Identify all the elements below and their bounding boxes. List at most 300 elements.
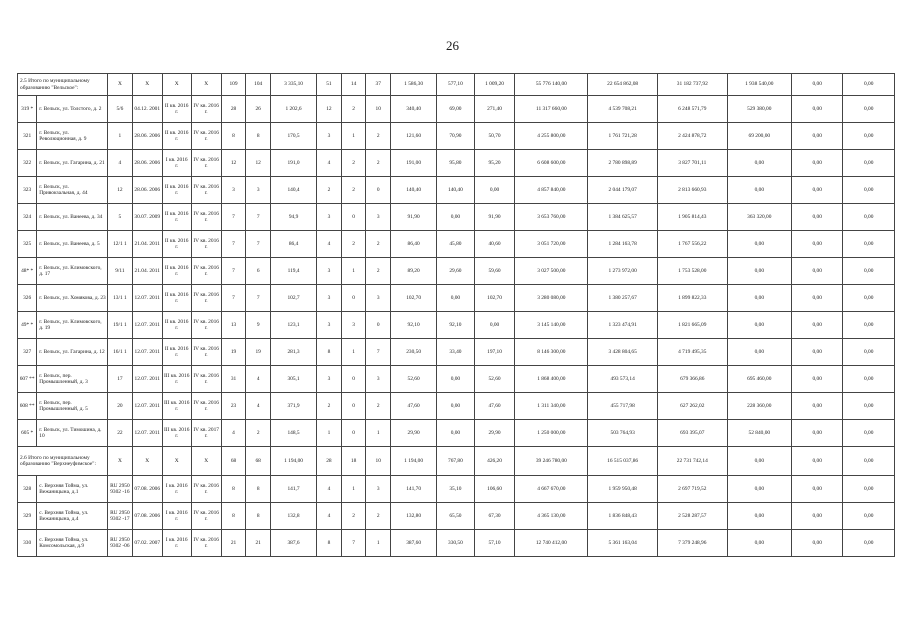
table-cell: 0,00 bbox=[843, 258, 895, 285]
table-cell: 89,20 bbox=[391, 258, 437, 285]
table-cell: II кв. 2016 г. bbox=[162, 231, 191, 258]
table-cell: 1 836 848,43 bbox=[588, 503, 658, 530]
table-cell: IV кв. 2016 г. bbox=[191, 96, 221, 123]
housing-program-table-sheet bbox=[17, 73, 895, 557]
table-cell: 327 bbox=[18, 339, 37, 366]
table-cell: 3 bbox=[317, 366, 342, 393]
table-cell: 52,60 bbox=[391, 366, 437, 393]
table-cell: 7 bbox=[221, 285, 246, 312]
table-cell: 33,40 bbox=[437, 339, 475, 366]
table-cell: 3 bbox=[366, 366, 391, 393]
table-cell: 1 767 556,22 bbox=[657, 231, 727, 258]
table-cell: IV кв. 2017 г. bbox=[191, 420, 221, 447]
table-cell: 8 bbox=[317, 530, 342, 557]
table-cell: 426,20 bbox=[474, 447, 515, 476]
address-cell: г. Вельск, ул. Климовского, д. 17 bbox=[37, 258, 108, 285]
address-cell: с. Верхняя Тойма, ул. Комсомольская, д.9 bbox=[37, 530, 108, 557]
table-cell: IV кв. 2016 г. bbox=[191, 150, 221, 177]
table-cell: 140,40 bbox=[437, 177, 475, 204]
table-cell: 0,00 bbox=[727, 530, 791, 557]
table-cell: 7 bbox=[366, 339, 391, 366]
table-cell: 1 bbox=[341, 258, 366, 285]
table-cell: 281,3 bbox=[271, 339, 317, 366]
table-cell: 4 365 130,00 bbox=[515, 503, 588, 530]
table-cell: 92,10 bbox=[391, 312, 437, 339]
table-cell: 0,00 bbox=[727, 447, 791, 476]
table-cell: 17 bbox=[108, 366, 133, 393]
table-cell: 0,00 bbox=[727, 150, 791, 177]
table-cell: 7 bbox=[246, 285, 271, 312]
table-cell: 0,00 bbox=[791, 339, 842, 366]
table-cell: 695 460,00 bbox=[727, 366, 791, 393]
table-cell: 37 bbox=[366, 74, 391, 96]
table-cell: 0,00 bbox=[791, 204, 842, 231]
table-cell: 40,60 bbox=[474, 231, 515, 258]
table-cell: 5 361 163,04 bbox=[588, 530, 658, 557]
table-cell: 0 bbox=[341, 204, 366, 231]
table-cell: III кв. 2016 г. bbox=[162, 366, 191, 393]
table-cell: 0 bbox=[341, 393, 366, 420]
table-cell: X bbox=[108, 74, 133, 96]
table-cell: 28 bbox=[317, 447, 342, 476]
table-cell: 68 bbox=[221, 447, 246, 476]
table-cell: 0,00 bbox=[727, 231, 791, 258]
table-cell: 28.06. 2006 bbox=[132, 150, 162, 177]
table-cell: IV кв. 2016 г. bbox=[191, 123, 221, 150]
table-cell: 69 200,00 bbox=[727, 123, 791, 150]
table-cell: 2 bbox=[366, 231, 391, 258]
table-cell: 23 bbox=[221, 393, 246, 420]
table-cell: 2 813 660,93 bbox=[657, 177, 727, 204]
table-cell: 12.07. 2011 bbox=[132, 420, 162, 447]
table-row bbox=[18, 503, 895, 530]
table-cell: 0,00 bbox=[791, 393, 842, 420]
table-cell: 1 bbox=[341, 476, 366, 503]
table-cell: 67,30 bbox=[474, 503, 515, 530]
table-cell: II кв. 2016 г. bbox=[162, 339, 191, 366]
table-cell: 3 145 140,00 bbox=[515, 312, 588, 339]
table-cell: 14 bbox=[341, 74, 366, 96]
table-cell: 328 bbox=[18, 476, 37, 503]
table-cell: 1 bbox=[341, 123, 366, 150]
table-cell: II кв. 2016 г. bbox=[162, 96, 191, 123]
table-cell: 387,6 bbox=[271, 530, 317, 557]
table-row bbox=[18, 420, 895, 447]
table-cell: 371,9 bbox=[271, 393, 317, 420]
address-cell: г. Вельск, ул. Ванеева, д. 34 bbox=[37, 204, 108, 231]
table-cell: 0,00 bbox=[727, 312, 791, 339]
table-cell: 12 bbox=[221, 150, 246, 177]
table-cell: 329 bbox=[18, 503, 37, 530]
table-cell: 330,50 bbox=[437, 530, 475, 557]
table-cell: 0 bbox=[366, 312, 391, 339]
table-cell: 3 bbox=[317, 312, 342, 339]
table-cell: 1 bbox=[366, 420, 391, 447]
table-cell: 6 bbox=[246, 258, 271, 285]
table-cell: 2 bbox=[341, 150, 366, 177]
table-cell: IV кв. 2016 г. bbox=[191, 231, 221, 258]
table-cell: 0,00 bbox=[843, 530, 895, 557]
table-cell: 503 764,93 bbox=[588, 420, 658, 447]
table-cell: 04.12. 2001 bbox=[132, 96, 162, 123]
table-cell: 1 868 400,00 bbox=[515, 366, 588, 393]
table-cell: 12 bbox=[246, 150, 271, 177]
table-cell: RU 2950 9302 -17 bbox=[108, 503, 133, 530]
table-cell: 9/11 bbox=[108, 258, 133, 285]
table-cell: III кв. 2016 г. bbox=[162, 393, 191, 420]
table-cell: 19 bbox=[221, 339, 246, 366]
table-row bbox=[18, 366, 895, 393]
table-cell: 2 bbox=[366, 150, 391, 177]
table-cell: 140,4 bbox=[271, 177, 317, 204]
table-cell: 607 ** bbox=[18, 366, 37, 393]
table-cell: 2 bbox=[366, 258, 391, 285]
table-cell: 141,7 bbox=[271, 476, 317, 503]
table-cell: 26 bbox=[246, 96, 271, 123]
table-cell: 0,00 bbox=[791, 476, 842, 503]
table-cell: 0,00 bbox=[727, 476, 791, 503]
table-cell: 7 bbox=[221, 204, 246, 231]
table-cell: 0,00 bbox=[791, 96, 842, 123]
table-cell: 12.07. 2011 bbox=[132, 393, 162, 420]
table-cell: 29,90 bbox=[474, 420, 515, 447]
address-cell: г. Вельск, ул. Толстого, д. 2 bbox=[37, 96, 108, 123]
table-cell: 47,60 bbox=[391, 393, 437, 420]
table-cell: 07.08. 2006 bbox=[132, 503, 162, 530]
table-row bbox=[18, 150, 895, 177]
table-cell: 28 bbox=[221, 96, 246, 123]
table-cell: 70,90 bbox=[437, 123, 475, 150]
address-cell: г. Вельск, ул. Ванеева, д. 5 bbox=[37, 231, 108, 258]
table-cell: 363 320,00 bbox=[727, 204, 791, 231]
table-cell: 68 bbox=[246, 447, 271, 476]
table-cell: 0,00 bbox=[791, 74, 842, 96]
table-cell: RU 2950 9302 -06 bbox=[108, 530, 133, 557]
table-cell: 326 bbox=[18, 285, 37, 312]
table-cell: IV кв. 2016 г. bbox=[191, 285, 221, 312]
address-cell: г. Вельск, ул. Революционная, д. 9 bbox=[37, 123, 108, 150]
table-cell: 29,60 bbox=[437, 258, 475, 285]
table-cell: 170,5 bbox=[271, 123, 317, 150]
table-cell: 1 284 163,78 bbox=[588, 231, 658, 258]
table-cell: 3 653 760,00 bbox=[515, 204, 588, 231]
table-cell: 6 248 571,79 bbox=[657, 96, 727, 123]
table-cell: 387,60 bbox=[391, 530, 437, 557]
table-cell: 1 bbox=[366, 530, 391, 557]
table-cell: 0,00 bbox=[843, 96, 895, 123]
table-cell: 3 bbox=[317, 204, 342, 231]
table-cell: 324 bbox=[18, 204, 37, 231]
table-cell: 48* * bbox=[18, 258, 37, 285]
table-cell: 07.08. 2006 bbox=[132, 476, 162, 503]
table-cell: 2 bbox=[366, 393, 391, 420]
table-cell: IV кв. 2016 г. bbox=[191, 503, 221, 530]
table-cell: 86,4 bbox=[271, 231, 317, 258]
table-cell: IV кв. 2016 г. bbox=[191, 312, 221, 339]
table-cell: 0,00 bbox=[791, 150, 842, 177]
table-cell: 3 bbox=[317, 123, 342, 150]
table-cell: 767,80 bbox=[437, 447, 475, 476]
table-cell: 0,00 bbox=[843, 447, 895, 476]
table-cell: 4 bbox=[221, 420, 246, 447]
table-cell: 0,00 bbox=[843, 204, 895, 231]
table-cell: 0,00 bbox=[474, 177, 515, 204]
address-cell: с. Верхняя Тойма, ул. Вежаницына, д.4 bbox=[37, 503, 108, 530]
table-cell: 3 027 500,00 bbox=[515, 258, 588, 285]
table-cell: 1 273 972,00 bbox=[588, 258, 658, 285]
table-cell: 102,7 bbox=[271, 285, 317, 312]
table-row bbox=[18, 204, 895, 231]
table-cell: 148,5 bbox=[271, 420, 317, 447]
table-cell: 0 bbox=[341, 285, 366, 312]
table-cell: 19 bbox=[246, 339, 271, 366]
table-cell: 12 bbox=[108, 177, 133, 204]
table-cell: 4 bbox=[108, 150, 133, 177]
table-cell: 627 262,02 bbox=[657, 393, 727, 420]
table-cell: 7 bbox=[221, 231, 246, 258]
table-cell: 679 366,86 bbox=[657, 366, 727, 393]
table-cell: 45,80 bbox=[437, 231, 475, 258]
table-cell: 11 317 660,00 bbox=[515, 96, 588, 123]
table-cell: 1 821 665,09 bbox=[657, 312, 727, 339]
table-cell: 52,60 bbox=[474, 366, 515, 393]
table-cell: 0,00 bbox=[437, 285, 475, 312]
table-cell: 340,40 bbox=[391, 96, 437, 123]
table-cell: RU 2950 9302 -16 bbox=[108, 476, 133, 503]
subtotal-row bbox=[18, 447, 895, 476]
table-cell: 2 044 179,07 bbox=[588, 177, 658, 204]
table-cell: 1 bbox=[108, 123, 133, 150]
table-cell: 12.07. 2011 bbox=[132, 312, 162, 339]
table-cell: 1 250 000,00 bbox=[515, 420, 588, 447]
table-cell: 3 bbox=[366, 285, 391, 312]
table-cell: 0,00 bbox=[727, 177, 791, 204]
table-cell: 95,20 bbox=[474, 150, 515, 177]
table-cell: 7 379 248,96 bbox=[657, 530, 727, 557]
address-cell: г. Вельск, пер. Промышленный, д. 3 bbox=[37, 366, 108, 393]
table-cell: 330 bbox=[18, 530, 37, 557]
table-cell: 4 719 495,35 bbox=[657, 339, 727, 366]
table-cell: 22 654 862,08 bbox=[588, 74, 658, 96]
table-cell: 39 246 780,00 bbox=[515, 447, 588, 476]
table-cell: 51 bbox=[317, 74, 342, 96]
table-cell: 305,1 bbox=[271, 366, 317, 393]
table-cell: 2 780 898,89 bbox=[588, 150, 658, 177]
table-cell: 0 bbox=[341, 420, 366, 447]
table-cell: 1 753 528,00 bbox=[657, 258, 727, 285]
table-cell: X bbox=[191, 447, 221, 476]
subtotal-row bbox=[18, 74, 895, 96]
table-cell: 0,00 bbox=[437, 366, 475, 393]
table-row bbox=[18, 258, 895, 285]
table-cell: 10 bbox=[366, 96, 391, 123]
table-cell: 2 424 878,72 bbox=[657, 123, 727, 150]
address-cell: с. Верхняя Тойма, ул. Вежаницына, д.1 bbox=[37, 476, 108, 503]
table-cell: 5/6 bbox=[108, 96, 133, 123]
table-cell: IV кв. 2016 г. bbox=[191, 258, 221, 285]
table-cell: I кв. 2016 г. bbox=[162, 476, 191, 503]
table-cell: 321 bbox=[18, 123, 37, 150]
table-cell: 529 380,00 bbox=[727, 96, 791, 123]
table-cell: 9 bbox=[246, 312, 271, 339]
housing-program-table bbox=[17, 73, 895, 557]
table-cell: 28.06. 2006 bbox=[132, 177, 162, 204]
table-cell: 2 bbox=[246, 420, 271, 447]
table-cell: 228 360,00 bbox=[727, 393, 791, 420]
table-cell: 50,70 bbox=[474, 123, 515, 150]
table-cell: 8 bbox=[221, 476, 246, 503]
table-cell: 1 938 540,00 bbox=[727, 74, 791, 96]
table-cell: 3 bbox=[366, 204, 391, 231]
table-row bbox=[18, 476, 895, 503]
table-cell: 0,00 bbox=[727, 503, 791, 530]
table-cell: 0,00 bbox=[843, 231, 895, 258]
table-row bbox=[18, 393, 895, 420]
table-cell: 0,00 bbox=[843, 476, 895, 503]
table-cell: 0,00 bbox=[727, 285, 791, 312]
table-cell: 92,10 bbox=[437, 312, 475, 339]
table-cell: 322 bbox=[18, 150, 37, 177]
table-cell: III кв. 2016 г. bbox=[162, 420, 191, 447]
table-cell: 3 827 701,11 bbox=[657, 150, 727, 177]
table-cell: 8 bbox=[246, 123, 271, 150]
table-cell: 102,70 bbox=[391, 285, 437, 312]
table-cell: 55 776 140,00 bbox=[515, 74, 588, 96]
table-cell: 1 959 950,48 bbox=[588, 476, 658, 503]
address-cell: г. Вельск, ул. Тимошина, д. 10 bbox=[37, 420, 108, 447]
table-cell: 20 bbox=[108, 393, 133, 420]
table-cell: 0,00 bbox=[791, 530, 842, 557]
table-cell: 7 bbox=[246, 231, 271, 258]
table-cell: 0,00 bbox=[791, 420, 842, 447]
table-cell: 6 608 600,00 bbox=[515, 150, 588, 177]
table-cell: I кв. 2016 г. bbox=[162, 530, 191, 557]
table-cell: 0,00 bbox=[791, 312, 842, 339]
table-cell: 0 bbox=[341, 366, 366, 393]
table-cell: IV кв. 2016 г. bbox=[191, 204, 221, 231]
table-cell: 0,00 bbox=[843, 503, 895, 530]
table-cell: 4 bbox=[246, 393, 271, 420]
subtotal-label: 2.5 Итого по муниципальному образованию "Вельское": bbox=[18, 74, 108, 96]
table-cell: 0,00 bbox=[437, 204, 475, 231]
table-cell: 7 bbox=[341, 530, 366, 557]
table-cell: 8 bbox=[221, 123, 246, 150]
table-cell: 28.06. 2006 bbox=[132, 123, 162, 150]
table-cell: 57,10 bbox=[474, 530, 515, 557]
table-cell: 1 761 721,28 bbox=[588, 123, 658, 150]
page-number: 26 bbox=[446, 38, 459, 53]
table-cell: 140,40 bbox=[391, 177, 437, 204]
table-cell: 8 bbox=[246, 476, 271, 503]
table-cell: 22 bbox=[108, 420, 133, 447]
table-cell: 132,8 bbox=[271, 503, 317, 530]
table-cell: 31 bbox=[221, 366, 246, 393]
table-cell: 16 515 037,86 bbox=[588, 447, 658, 476]
table-row bbox=[18, 231, 895, 258]
table-cell: 0,00 bbox=[843, 393, 895, 420]
table-cell: II кв. 2016 г. bbox=[162, 258, 191, 285]
table-cell: 21.04. 2011 bbox=[132, 231, 162, 258]
table-cell: X bbox=[191, 74, 221, 96]
table-cell: 104 bbox=[246, 74, 271, 96]
table-cell: 2 bbox=[317, 393, 342, 420]
table-cell: 12.07. 2011 bbox=[132, 366, 162, 393]
table-cell: 1 899 822,33 bbox=[657, 285, 727, 312]
table-cell: 3 280 080,00 bbox=[515, 285, 588, 312]
table-cell: 8 bbox=[317, 339, 342, 366]
table-cell: 91,90 bbox=[474, 204, 515, 231]
table-cell: 141,70 bbox=[391, 476, 437, 503]
table-cell: 325 bbox=[18, 231, 37, 258]
table-cell: 0,00 bbox=[727, 258, 791, 285]
table-cell: 3 bbox=[341, 312, 366, 339]
table-cell: 4 255 800,00 bbox=[515, 123, 588, 150]
address-cell: г. Вельск, пер. Промышленный, д. 5 bbox=[37, 393, 108, 420]
table-cell: 1 311 340,00 bbox=[515, 393, 588, 420]
table-cell: 191,00 bbox=[391, 150, 437, 177]
table-cell: 1 586,30 bbox=[391, 74, 437, 96]
table-cell: 29,90 bbox=[391, 420, 437, 447]
table-cell: 577,10 bbox=[437, 74, 475, 96]
table-cell: 0,00 bbox=[843, 366, 895, 393]
table-cell: 3 335,10 bbox=[271, 74, 317, 96]
table-cell: 0,00 bbox=[843, 420, 895, 447]
table-cell: 197,10 bbox=[474, 339, 515, 366]
table-cell: 4 857 840,00 bbox=[515, 177, 588, 204]
table-cell: 12 bbox=[317, 96, 342, 123]
table-cell: 1 905 814,43 bbox=[657, 204, 727, 231]
table-cell: 47,60 bbox=[474, 393, 515, 420]
table-cell: 4 667 670,00 bbox=[515, 476, 588, 503]
table-cell: 1 380 257,67 bbox=[588, 285, 658, 312]
table-cell: 59,60 bbox=[474, 258, 515, 285]
table-cell: 132,80 bbox=[391, 503, 437, 530]
table-cell: 0,00 bbox=[474, 312, 515, 339]
table-cell: 0,00 bbox=[437, 420, 475, 447]
table-cell: 7 bbox=[246, 204, 271, 231]
table-row bbox=[18, 96, 895, 123]
address-cell: г. Вельск, ул. Климовского, д. 19 bbox=[37, 312, 108, 339]
table-cell: 1 384 625,57 bbox=[588, 204, 658, 231]
table-cell: 109 bbox=[221, 74, 246, 96]
table-cell: 123,1 bbox=[271, 312, 317, 339]
table-cell: 230,50 bbox=[391, 339, 437, 366]
table-cell: 0,00 bbox=[843, 150, 895, 177]
table-cell: II кв. 2016 г. bbox=[162, 285, 191, 312]
table-cell: I кв. 2016 г. bbox=[162, 150, 191, 177]
table-cell: 13/1 1 bbox=[108, 285, 133, 312]
table-cell: IV кв. 2016 г. bbox=[191, 476, 221, 503]
table-cell: X bbox=[132, 74, 162, 96]
table-cell: 4 bbox=[317, 503, 342, 530]
table-cell: 8 bbox=[246, 503, 271, 530]
table-cell: 1 bbox=[341, 339, 366, 366]
table-cell: II кв. 2016 г. bbox=[162, 204, 191, 231]
table-cell: 3 bbox=[366, 476, 391, 503]
table-cell: 605 * bbox=[18, 420, 37, 447]
table-cell: II кв. 2016 г. bbox=[162, 177, 191, 204]
table-cell: 65,50 bbox=[437, 503, 475, 530]
table-cell: 0,00 bbox=[791, 231, 842, 258]
table-cell: 21 bbox=[246, 530, 271, 557]
table-row bbox=[18, 339, 895, 366]
table-cell: 2 bbox=[317, 177, 342, 204]
table-cell: 3 428 804,65 bbox=[588, 339, 658, 366]
table-cell: 2 528 287,57 bbox=[657, 503, 727, 530]
table-cell: I кв. 2016 г. bbox=[162, 503, 191, 530]
table-cell: IV кв. 2016 г. bbox=[191, 393, 221, 420]
table-cell: 4 bbox=[317, 150, 342, 177]
